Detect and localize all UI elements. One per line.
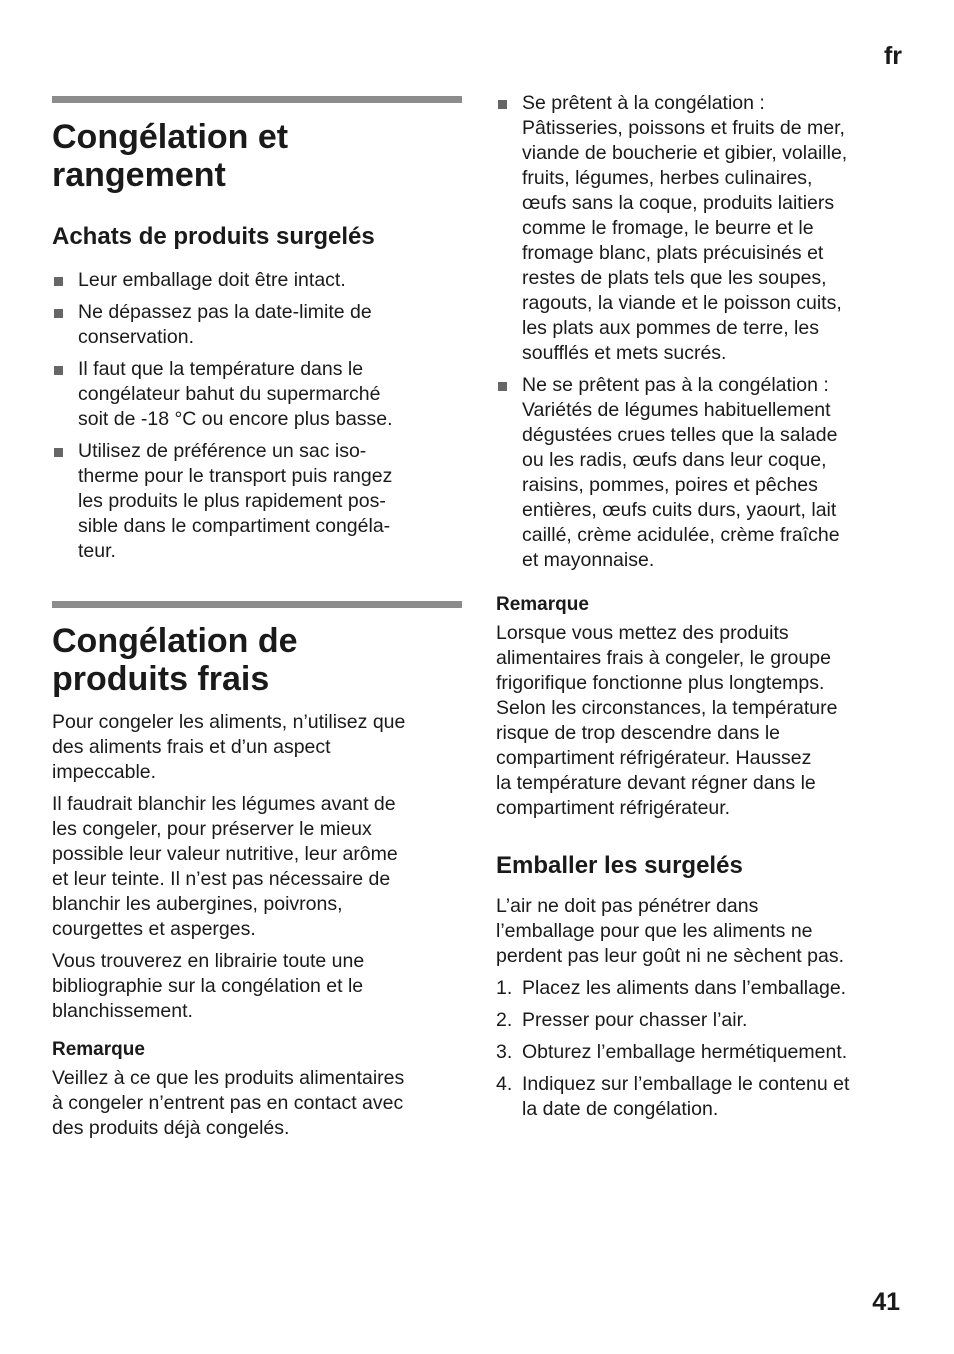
line: Il faut que la température dans le xyxy=(78,358,364,380)
list-item xyxy=(52,300,462,350)
line: sible dans le compartiment congéla- xyxy=(78,515,391,537)
bullet-square-icon xyxy=(54,366,63,375)
line: Placez les aliments dans l’emballage. xyxy=(522,977,847,999)
line: L’air ne doit pas pénétrer dans xyxy=(496,895,759,917)
line: la température devant régner dans le xyxy=(496,772,816,794)
left-column xyxy=(52,88,462,1141)
section-rule xyxy=(52,601,462,608)
line: Utilisez de préférence un sac iso- xyxy=(78,440,367,462)
bullet-square-icon xyxy=(498,100,507,109)
line: Ne dépassez pas la date-limite de xyxy=(78,301,372,323)
step-number: 2. xyxy=(496,1009,513,1031)
line: blanchir les aubergines, poivrons, xyxy=(52,893,343,915)
paragraph xyxy=(52,949,462,1024)
line: Obturez l’emballage hermétiquement. xyxy=(522,1041,848,1063)
line: Variétés de légumes habituellement xyxy=(522,399,831,421)
line: l’emballage pour que les aliments ne xyxy=(496,920,813,942)
line: Veillez à ce que les produits alimentaires xyxy=(52,1067,405,1089)
list-item xyxy=(496,1008,906,1033)
line: bibliographie sur la congélation et le xyxy=(52,975,364,997)
bullet-square-icon xyxy=(54,448,63,457)
line: blanchissement. xyxy=(52,1000,193,1022)
step-number: 4. xyxy=(496,1073,513,1095)
title-line: Congélation et xyxy=(52,118,289,156)
line: et mayonnaise. xyxy=(522,549,655,571)
line: courgettes et asperges. xyxy=(52,918,256,940)
paragraph xyxy=(496,894,906,969)
note-text xyxy=(496,621,906,821)
section-title-fresh-freezing xyxy=(52,622,462,698)
subsection-title-packing: Emballer les surgelés xyxy=(496,852,743,879)
line: perdent pas leur goût ni ne sèchent pas. xyxy=(496,945,844,967)
line: à congeler n’entrent pas en contact avec xyxy=(52,1092,404,1114)
line: alimentaires frais à congeler, le groupe xyxy=(496,647,831,669)
title-line: Congélation de xyxy=(52,622,298,660)
bullet-square-icon xyxy=(498,382,507,391)
line: œufs sans la coque, produits laitiers xyxy=(522,192,835,214)
line: congélateur bahut du supermarché xyxy=(78,383,381,405)
page-number: 41 xyxy=(872,1288,900,1316)
line: et leur teinte. Il n’est pas nécessaire de xyxy=(52,868,391,890)
section-title-freezing-storage xyxy=(52,118,462,194)
list-item xyxy=(496,1040,906,1065)
line: Ne se prêtent pas à la congélation : xyxy=(522,374,829,396)
note-text xyxy=(52,1066,462,1141)
step-number: 1. xyxy=(496,977,513,999)
line: ou les radis, œufs dans leur coque, xyxy=(522,449,827,471)
line: Lorsque vous mettez des produits xyxy=(496,622,789,644)
line: comme le fromage, le beurre et le xyxy=(522,217,814,239)
language-marker: fr xyxy=(883,42,902,70)
line: restes de plats tels que les soupes, xyxy=(522,267,827,289)
step-number: 3. xyxy=(496,1041,513,1063)
line: Selon les circonstances, la température xyxy=(496,697,838,719)
line: Indiquez sur l’emballage le contenu et xyxy=(522,1073,850,1095)
line: raisins, pommes, poires et pêches xyxy=(522,474,818,496)
line: les plats aux pommes de terre, les xyxy=(522,317,819,339)
packing-steps-list xyxy=(496,976,906,1122)
line: Se prêtent à la congélation : xyxy=(522,92,765,114)
bullet-square-icon xyxy=(54,277,63,286)
line: les produits le plus rapidement pos- xyxy=(78,490,386,512)
line: les congeler, pour préserver le mieux xyxy=(52,818,372,840)
line: frigorifique fonctionne plus longtemps. xyxy=(496,672,825,694)
purchase-tips-list xyxy=(52,268,462,564)
subsection-title-frozen-purchases: Achats de produits surgelés xyxy=(52,223,375,250)
title-line: rangement xyxy=(52,156,226,194)
right-column xyxy=(496,88,906,1129)
line: des aliments frais et d’un aspect xyxy=(52,736,331,758)
list-item xyxy=(52,268,462,293)
paragraph xyxy=(52,792,462,942)
line: Vous trouverez en librairie toute une xyxy=(52,950,365,972)
line: fruits, légumes, herbes culinaires, xyxy=(522,167,813,189)
title-line: produits frais xyxy=(52,660,270,698)
line: conservation. xyxy=(78,326,194,348)
list-item xyxy=(52,357,462,432)
line: therme pour le transport puis rangez xyxy=(78,465,393,487)
line: Il faudrait blanchir les légumes avant de xyxy=(52,793,396,815)
line: compartiment réfrigérateur. xyxy=(496,797,731,819)
line: dégustées crues telles que la salade xyxy=(522,424,838,446)
line: soit de -18 °C ou encore plus basse. xyxy=(78,408,393,430)
list-item xyxy=(496,976,906,1001)
line: teur. xyxy=(78,540,116,562)
note-heading: Remarque xyxy=(496,594,589,615)
line: des produits déjà congelés. xyxy=(52,1117,290,1139)
line: entières, œufs cuits durs, yaourt, lait xyxy=(522,499,837,521)
line: ragouts, la viande et le poisson cuits, xyxy=(522,292,842,314)
line: viande de boucherie et gibier, volaille, xyxy=(522,142,848,164)
line: Leur emballage doit être intact. xyxy=(78,269,346,291)
line: impeccable. xyxy=(52,761,157,783)
section-rule xyxy=(52,96,462,103)
line: Pour congeler les aliments, n’utilisez que xyxy=(52,711,406,733)
line: possible leur valeur nutritive, leur arôme xyxy=(52,843,398,865)
line: risque de trop descendre dans le xyxy=(496,722,781,744)
line: caillé, crème acidulée, crème fraîche xyxy=(522,524,840,546)
bullet-square-icon xyxy=(54,309,63,318)
line: Pâtisseries, poissons et fruits de mer, xyxy=(522,117,845,139)
line: Presser pour chasser l’air. xyxy=(522,1009,748,1031)
line: soufflés et mets sucrés. xyxy=(522,342,727,364)
list-item xyxy=(496,91,906,366)
line: la date de congélation. xyxy=(522,1098,719,1120)
list-item xyxy=(52,439,462,564)
list-item xyxy=(496,373,906,573)
suitability-list xyxy=(496,91,906,573)
line: fromage blanc, plats précuisinés et xyxy=(522,242,824,264)
paragraph xyxy=(52,710,462,785)
note-heading: Remarque xyxy=(52,1039,145,1060)
list-item xyxy=(496,1072,906,1122)
line: compartiment réfrigérateur. Haussez xyxy=(496,747,812,769)
